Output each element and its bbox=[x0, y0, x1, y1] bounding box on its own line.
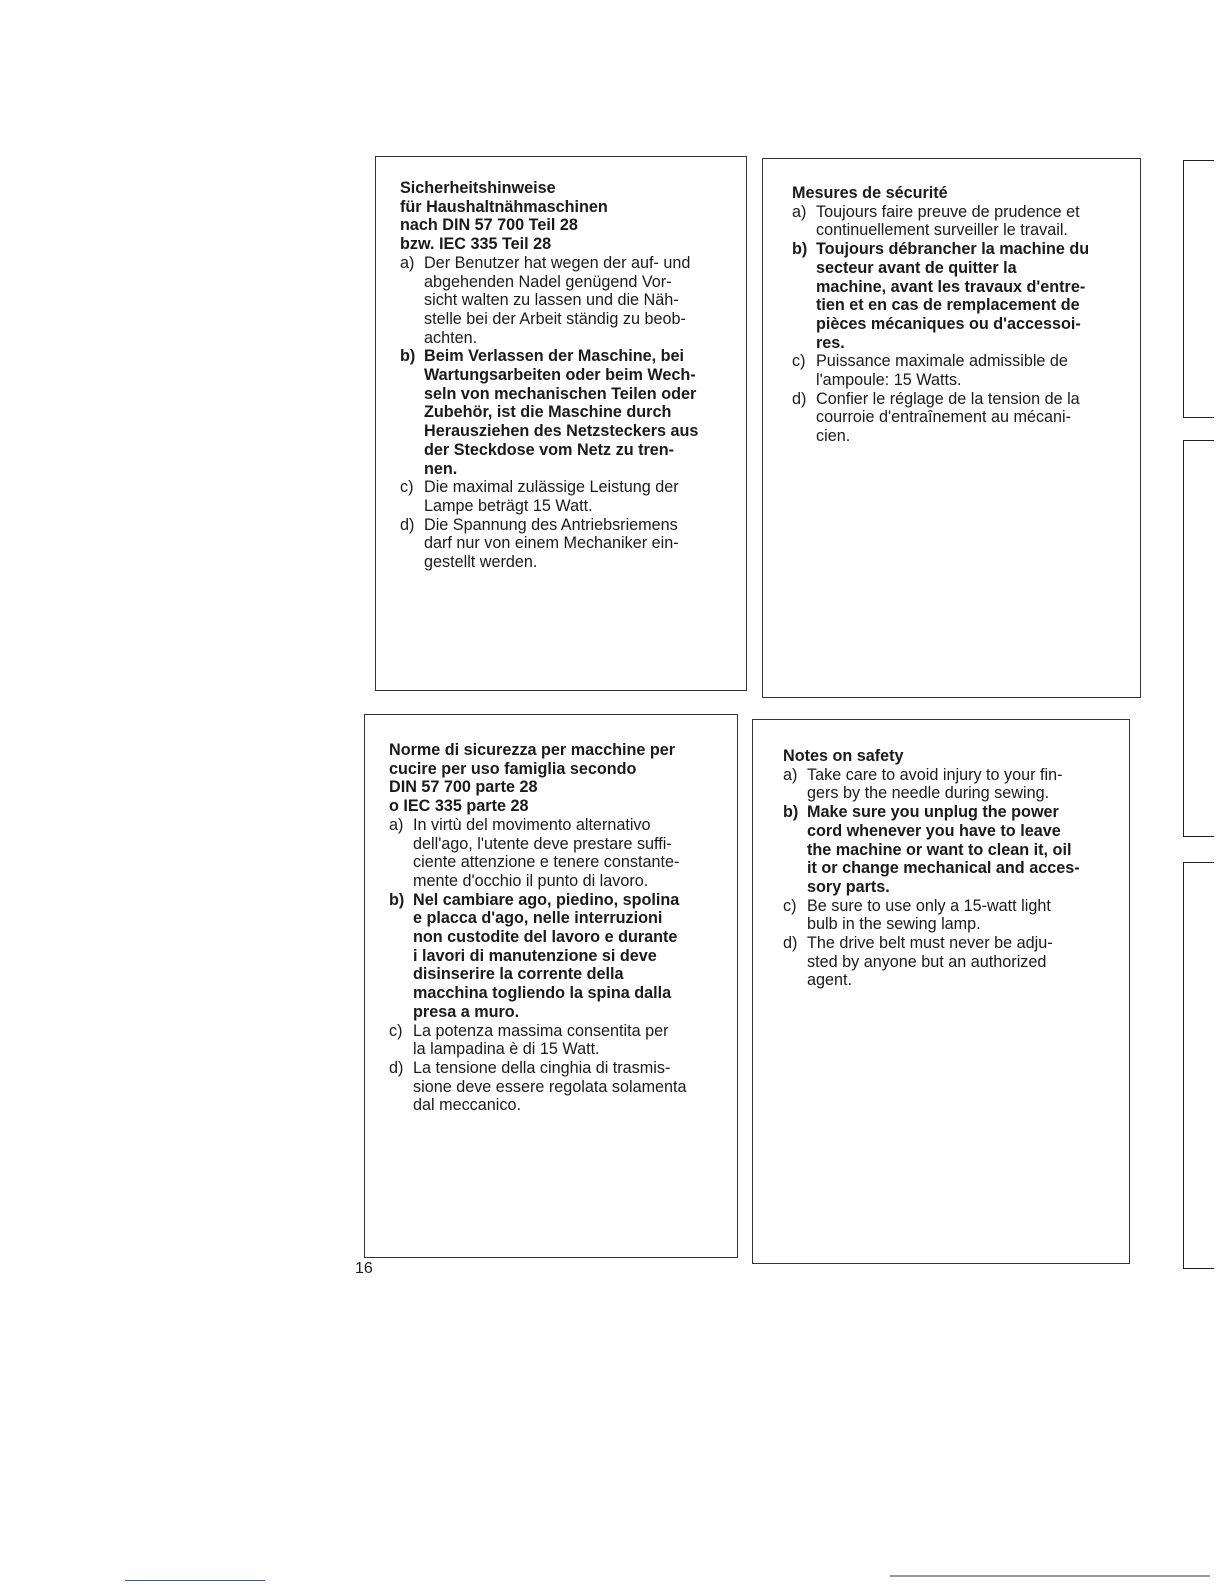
item-line: gers by the needle during sewing. bbox=[807, 784, 1050, 803]
item-marker: a) bbox=[792, 202, 807, 221]
heading-line: Norme di sicurezza per macchine per bbox=[389, 741, 676, 759]
right-edge-bracket-2 bbox=[1183, 440, 1214, 837]
english-safety-content bbox=[783, 747, 1119, 990]
item-line: agent. bbox=[807, 971, 853, 990]
safety-item bbox=[792, 240, 1128, 352]
item-line: macchina togliendo la spina dalla bbox=[413, 984, 672, 1003]
item-line: Herausziehen des Netzsteckers aus bbox=[424, 422, 699, 441]
item-line: achten. bbox=[424, 328, 478, 347]
section-heading bbox=[792, 184, 1128, 203]
item-line: the machine or want to clean it, oil bbox=[807, 840, 1072, 859]
item-text bbox=[807, 934, 1119, 990]
safety-item bbox=[783, 897, 1119, 934]
item-line: it or change mechanical and acces- bbox=[807, 859, 1080, 878]
item-line: Puissance maximale admissible de bbox=[816, 352, 1068, 371]
item-line: secteur avant de quitter la bbox=[816, 258, 1017, 277]
item-marker: a) bbox=[400, 253, 415, 272]
item-line: tien et en cas de remplacement de bbox=[816, 296, 1080, 315]
safety-item bbox=[400, 516, 730, 572]
right-edge-bracket-1 bbox=[1183, 160, 1214, 418]
item-marker: a) bbox=[783, 765, 798, 784]
item-line: courroie d'entraînement au mécani- bbox=[816, 408, 1072, 427]
safety-item bbox=[400, 347, 730, 478]
item-line: cien. bbox=[816, 427, 851, 446]
right-edge-bracket-3 bbox=[1183, 862, 1214, 1269]
item-text bbox=[424, 347, 730, 478]
item-text bbox=[424, 478, 730, 515]
section-heading bbox=[783, 747, 1119, 766]
item-text bbox=[816, 240, 1128, 352]
safety-item bbox=[783, 803, 1119, 897]
section-heading bbox=[400, 179, 730, 254]
item-text bbox=[816, 352, 1128, 389]
safety-item bbox=[389, 891, 719, 1022]
heading-line: Sicherheitshinweise bbox=[400, 179, 556, 197]
bottom-scan-line bbox=[890, 1575, 1210, 1577]
item-marker: b) bbox=[783, 803, 799, 822]
item-line: La potenza massima consentita per bbox=[413, 1021, 669, 1040]
english-safety-panel bbox=[752, 719, 1130, 1264]
item-line: presa a muro. bbox=[413, 1002, 520, 1021]
heading-line: für Haushaltnähmaschinen bbox=[400, 197, 608, 216]
safety-item bbox=[783, 934, 1119, 990]
italian-safety-panel bbox=[364, 714, 738, 1258]
section-heading bbox=[389, 741, 719, 816]
item-text bbox=[816, 390, 1128, 446]
safety-item bbox=[792, 352, 1128, 389]
heading-line: Notes on safety bbox=[783, 747, 904, 765]
item-line: darf nur von einem Mechaniker ein- bbox=[424, 534, 679, 553]
item-line: continuellement surveiller le travail. bbox=[816, 221, 1068, 240]
item-line: dal meccanico. bbox=[413, 1096, 521, 1115]
safety-item bbox=[389, 816, 719, 891]
item-line: e placca d'ago, nelle interruzioni bbox=[413, 909, 663, 928]
item-line: sory parts. bbox=[807, 877, 890, 896]
item-line: Toujours débrancher la machine du bbox=[816, 240, 1090, 259]
item-text bbox=[413, 1022, 719, 1059]
item-marker: b) bbox=[400, 347, 416, 366]
item-text bbox=[807, 803, 1119, 897]
page-number: 16 bbox=[355, 1260, 373, 1277]
item-line: Die maximal zulässige Leistung der bbox=[424, 478, 679, 497]
item-text bbox=[807, 897, 1119, 934]
item-line: disinserire la corrente della bbox=[413, 965, 624, 984]
german-safety-panel bbox=[375, 156, 747, 691]
item-line: ciente attenzione e tenere constante- bbox=[413, 853, 680, 872]
item-line: Nel cambiare ago, piedino, spolina bbox=[413, 890, 680, 909]
item-line: cord whenever you have to leave bbox=[807, 821, 1061, 840]
item-line: Be sure to use only a 15-watt light bbox=[807, 896, 1051, 915]
item-text bbox=[413, 816, 719, 891]
item-line: Die Spannung des Antriebsriemens bbox=[424, 515, 678, 534]
item-line: Der Benutzer hat wegen der auf- und bbox=[424, 253, 691, 272]
item-line: dell'ago, l'utente deve prestare suffi- bbox=[413, 834, 672, 853]
item-line: La tensione della cinghia di trasmis- bbox=[413, 1058, 671, 1077]
item-line: i lavori di manutenzione si deve bbox=[413, 946, 657, 965]
item-marker: c) bbox=[400, 478, 414, 497]
item-line: pièces mécaniques ou d'accessoi- bbox=[816, 314, 1081, 333]
item-line: Make sure you unplug the power bbox=[807, 803, 1059, 822]
safety-item bbox=[389, 1022, 719, 1059]
french-safety-panel bbox=[762, 158, 1141, 698]
item-text bbox=[413, 891, 719, 1022]
item-line: gestellt werden. bbox=[424, 553, 538, 572]
item-line: Take care to avoid injury to your fin- bbox=[807, 765, 1063, 784]
heading-line: cucire per uso famiglia secondo bbox=[389, 759, 637, 778]
heading-line: DIN 57 700 parte 28 bbox=[389, 778, 538, 797]
german-safety-content bbox=[400, 179, 730, 572]
italian-safety-content bbox=[389, 741, 719, 1115]
item-line: The drive belt must never be adju- bbox=[807, 934, 1053, 953]
item-line: mente d'occhio il punto di lavoro. bbox=[413, 871, 649, 890]
item-line: res. bbox=[816, 333, 845, 352]
item-text bbox=[424, 516, 730, 572]
item-line: l'ampoule: 15 Watts. bbox=[816, 371, 962, 390]
item-marker: d) bbox=[400, 515, 415, 534]
heading-line: nach DIN 57 700 Teil 28 bbox=[400, 216, 578, 235]
heading-line: bzw. IEC 335 Teil 28 bbox=[400, 235, 552, 254]
item-line: abgehenden Nadel genügend Vor- bbox=[424, 272, 672, 291]
safety-item bbox=[389, 1059, 719, 1115]
item-line: bulb in the sewing lamp. bbox=[807, 915, 981, 934]
item-line: Lampe beträgt 15 Watt. bbox=[424, 496, 593, 515]
item-text bbox=[807, 766, 1119, 803]
item-line: non custodite del lavoro e durante bbox=[413, 928, 678, 947]
safety-item bbox=[400, 478, 730, 515]
safety-item bbox=[783, 766, 1119, 803]
safety-item bbox=[792, 390, 1128, 446]
item-line: In virtù del movimento alternativo bbox=[413, 815, 651, 834]
item-marker: d) bbox=[792, 389, 807, 408]
item-line: Zubehör, ist die Maschine durch bbox=[424, 403, 672, 422]
item-line: sione deve essere regolata solamenta bbox=[413, 1077, 687, 1096]
item-marker: b) bbox=[389, 890, 405, 909]
item-marker: c) bbox=[792, 352, 806, 371]
item-text bbox=[413, 1059, 719, 1115]
item-line: Toujours faire preuve de prudence et bbox=[816, 202, 1080, 221]
bottom-link-line bbox=[125, 1580, 265, 1581]
item-marker: a) bbox=[389, 815, 404, 834]
item-text bbox=[424, 254, 730, 348]
item-line: Wartungsarbeiten oder beim Wech- bbox=[424, 366, 696, 385]
item-line: sicht walten zu lassen und die Näh- bbox=[424, 291, 679, 310]
safety-item bbox=[792, 203, 1128, 240]
item-line: der Steckdose vom Netz zu tren- bbox=[424, 440, 675, 459]
item-text bbox=[816, 203, 1128, 240]
item-line: stelle bei der Arbeit ständig zu beob- bbox=[424, 309, 686, 328]
heading-line: o IEC 335 parte 28 bbox=[389, 797, 529, 816]
item-marker: d) bbox=[783, 934, 798, 953]
item-marker: c) bbox=[783, 896, 797, 915]
safety-item bbox=[400, 254, 730, 348]
item-marker: c) bbox=[389, 1021, 403, 1040]
item-line: Confier le réglage de la tension de la bbox=[816, 389, 1080, 408]
item-line: seln von mechanischen Teilen oder bbox=[424, 384, 697, 403]
item-line: nen. bbox=[424, 459, 458, 478]
item-line: sted by anyone but an authorized bbox=[807, 952, 1047, 971]
item-marker: b) bbox=[792, 240, 808, 259]
item-line: Beim Verlassen der Maschine, bei bbox=[424, 347, 685, 366]
item-line: machine, avant les travaux d'entre- bbox=[816, 277, 1086, 296]
heading-line: Mesures de sécurité bbox=[792, 184, 948, 202]
item-marker: d) bbox=[389, 1058, 404, 1077]
item-line: la lampadina è di 15 Watt. bbox=[413, 1040, 600, 1059]
french-safety-content bbox=[792, 184, 1128, 446]
